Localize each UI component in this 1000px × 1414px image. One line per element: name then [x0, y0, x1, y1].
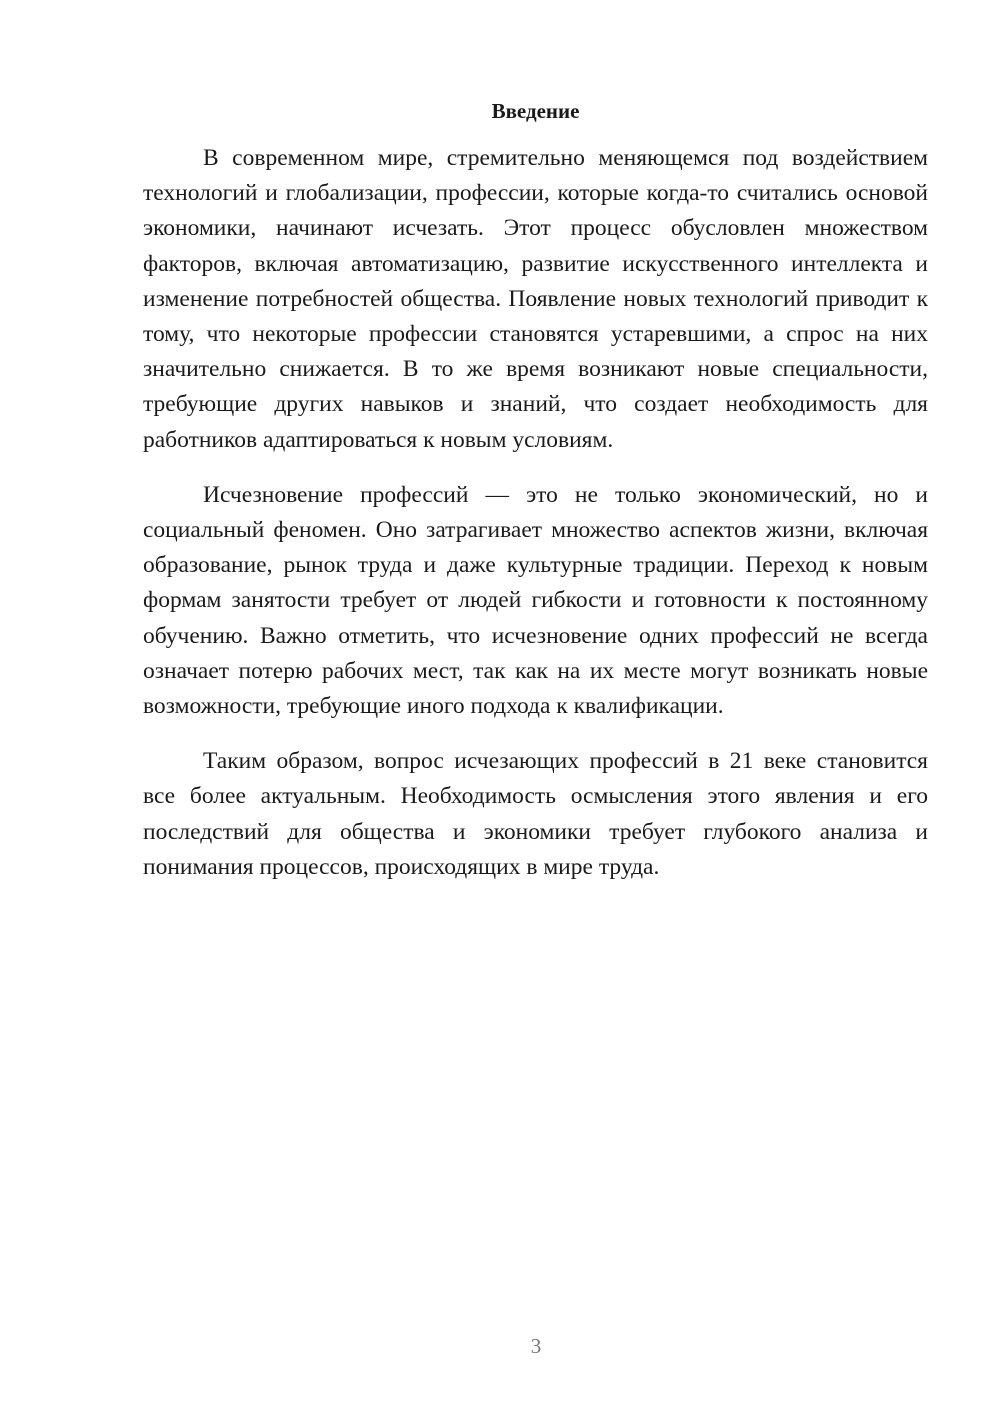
paragraph-3: Таким образом, вопрос исчезающих профессий в 21 веке становится все более актуальным. Необходимость осмысления этого явления и его последствий для общества и экономики требует глубокого анализа и понимания процессов, происходящих в мире труда. — [143, 748, 928, 880]
section-title: Введение — [491, 99, 580, 123]
paragraph-2: Исчезновение профессий — это не только экономический, но и социальный феномен. Оно затрагивает множество аспектов жизни, включая образование, рынок труда и даже культурные традиции. Переход к новым формам занятости требует от людей гибкости и готовности к постоянному обучению. Важно отметить, что исчезновение одних профессий не всегда означает потерю рабочих мест, так как на их месте могут возникать новые возможности, требующие иного подхода к квалификации. — [143, 481, 928, 720]
paragraph-1: В современном мире, стремительно меняющемся под воздействием технологий и глобализации, профессии, которые когда-то считались основой экономики, начинают исчезать. Этот процесс обусловлен множеством факторов, включая автоматизацию, развитие искусственного интеллекта и изменение потребностей общества. Появление новых технологий приводит к тому, что некоторые профессии становятся устаревшими, а спрос на них значительно снижается. В то же время возникают новые специальности, требующие других навыков и знаний, что создает необходимость для работников адаптироваться к новым условиям. — [143, 145, 928, 453]
body-text — [143, 141, 928, 885]
page-number: 3 — [530, 1334, 542, 1358]
